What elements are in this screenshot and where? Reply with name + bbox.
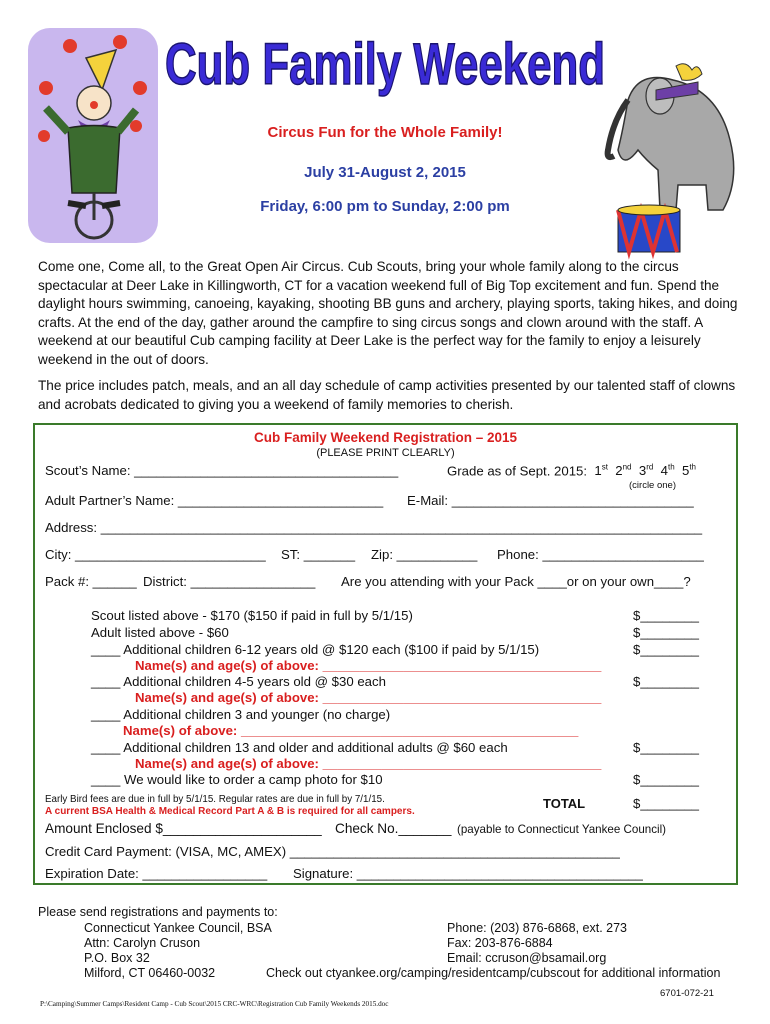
attending-field[interactable]: Are you attending with your Pack ____or on your own____?	[341, 574, 691, 589]
contact-phone: Phone: (203) 876-6868, ext. 273	[447, 921, 627, 935]
names-children-6-12[interactable]: Name(s) and age(s) of above: ______________________________________	[135, 658, 602, 673]
intro-paragraph-2: The price includes patch, meals, and an all day schedule of camp activities presented by our talented staff of clowns and acrobats dedicated to giving you a weekend of family memories to cherish.	[38, 378, 736, 412]
grade-3[interactable]: 3rd	[638, 463, 654, 479]
item-scout-amount[interactable]: $________	[633, 608, 700, 623]
grade-field[interactable]	[447, 463, 696, 478]
total-label: TOTAL	[543, 796, 586, 811]
item-adult: Adult listed above - $60	[91, 625, 229, 640]
item-additional-adults[interactable]: ____ Additional children 13 and older and additional adults @ $60 each	[91, 740, 508, 755]
item-children-4-5-amount[interactable]: $________	[633, 674, 700, 689]
tagline: Circus Fun for the Whole Family!	[267, 124, 503, 141]
mail-org: Connecticut Yankee Council, BSA	[84, 921, 272, 935]
names-additional-adults[interactable]: Name(s) and age(s) of above: ______________________________________	[135, 756, 602, 771]
intro-paragraph-1: Come one, Come all, to the Great Open Air Circus. Cub Scouts, bring your whole family along to the circus spectacular at Deer Lake in Killingworth, CT for a vacation weekend full of Big Top excitement and fun. Spend the daylight hours swimming, canoeing, kayaking, shooting BB guns and archery, playing sports, taking hikes, and doing crafts. At the end of the day, gather around the campfire to sing circus songs and clown around with the staff. A weekend at our beautiful Cub camping facility at Deer Lake is the perfect way for the family to enjoy a leisurely weekend in the out of doors.	[38, 259, 738, 367]
event-dates: July 31-August 2, 2015	[304, 164, 466, 181]
phone-field[interactable]: Phone: ______________________	[497, 547, 704, 562]
state-field[interactable]: ST: _______	[281, 547, 356, 562]
payable-note: (payable to Connecticut Yankee Council)	[457, 823, 667, 836]
check-number-field[interactable]: Check No._______	[335, 821, 452, 836]
adult-partner-field[interactable]: Adult Partner’s Name: ____________________________	[45, 493, 384, 508]
early-bird-note: Early Bird fees are due in full by 5/1/15. Regular rates are due in full by 7/1/15.	[45, 794, 385, 805]
district-field[interactable]: District: _________________	[143, 574, 316, 589]
item-adult-amount[interactable]: $________	[633, 625, 700, 640]
grade-label: Grade as of Sept. 2015:	[447, 463, 588, 479]
grade-2[interactable]: 2nd	[615, 463, 632, 479]
grade-1[interactable]: 1st	[594, 463, 608, 479]
expiration-field[interactable]: Expiration Date: _________________	[45, 866, 268, 881]
item-scout: Scout listed above - $170 ($150 if paid in full by 5/1/15)	[91, 608, 413, 623]
send-label: Please send registrations and payments to:	[38, 905, 278, 919]
item-camp-photo[interactable]: ____ We would like to order a camp photo for $10	[91, 772, 383, 787]
total-amount[interactable]: $________	[633, 796, 700, 811]
page-title-text: Cub Family Weekend	[165, 32, 605, 97]
item-additional-adults-amount[interactable]: $________	[633, 740, 700, 755]
clown-on-unicycle-icon	[28, 28, 158, 243]
contact-fax: Fax: 203-876-6884	[447, 936, 553, 950]
item-children-3-under[interactable]: ____ Additional children 3 and younger (no charge)	[91, 707, 391, 722]
page-title	[160, 26, 610, 106]
registration-form	[33, 423, 738, 885]
city-field[interactable]: City: __________________________	[45, 547, 266, 562]
signature-field[interactable]: Signature: _______________________________________	[293, 866, 643, 881]
elephant-on-drum-icon	[598, 60, 748, 260]
email-field[interactable]: E-Mail: _________________________________	[407, 493, 694, 508]
mail-box: P.O. Box 32	[84, 951, 150, 965]
doc-number: 6701-072-21	[660, 988, 714, 999]
print-note: (PLEASE PRINT CLEARLY)	[316, 447, 455, 459]
event-times: Friday, 6:00 pm to Sunday, 2:00 pm	[260, 198, 510, 215]
item-children-6-12-amount[interactable]: $________	[633, 642, 700, 657]
item-children-6-12[interactable]: ____ Additional children 6-12 years old @ $120 each ($100 if paid by 5/1/15)	[91, 642, 540, 657]
mail-city: Milford, CT 06460-0032	[84, 966, 216, 980]
names-children-4-5[interactable]: Name(s) and age(s) of above: ______________________________________	[135, 690, 602, 705]
item-camp-photo-amount[interactable]: $________	[633, 772, 700, 787]
mail-attn: Attn: Carolyn Cruson	[84, 936, 201, 950]
form-heading: Cub Family Weekend Registration – 2015	[253, 430, 518, 445]
health-record-note: A current BSA Health & Medical Record Part A & B is required for all campers.	[45, 806, 415, 817]
pack-field[interactable]: Pack #: ______	[45, 574, 137, 589]
credit-card-field[interactable]: Credit Card Payment: (VISA, MC, AMEX) _____________________________________________	[45, 844, 620, 859]
names-children-3-under[interactable]: Name(s) of above: ______________________________________________	[123, 723, 579, 738]
scout-name-field[interactable]: Scout’s Name: ____________________________________	[45, 463, 399, 478]
zip-field[interactable]: Zip: ___________	[371, 547, 478, 562]
circle-note: (circle one)	[629, 480, 676, 491]
item-children-4-5[interactable]: ____ Additional children 4-5 years old @ $30 each	[91, 674, 386, 689]
file-path: P:\Camping\Summer Camps\Resident Camp - Cub Scout\2015 CRC-WRC\Registration Cub Family Weekends 2015.doc	[40, 1000, 389, 1008]
amount-enclosed-field[interactable]: Amount Enclosed $_____________________	[45, 821, 322, 836]
website-link[interactable]: Check out ctyankee.org/camping/residentcamp/cubscout for additional information	[266, 966, 721, 980]
grade-5[interactable]: 5th	[681, 463, 696, 479]
address-field[interactable]: Address: __________________________________________________________________________________	[45, 520, 703, 535]
contact-email[interactable]: Email: ccruson@bsamail.org	[447, 951, 607, 965]
grade-4[interactable]: 4th	[660, 463, 675, 479]
